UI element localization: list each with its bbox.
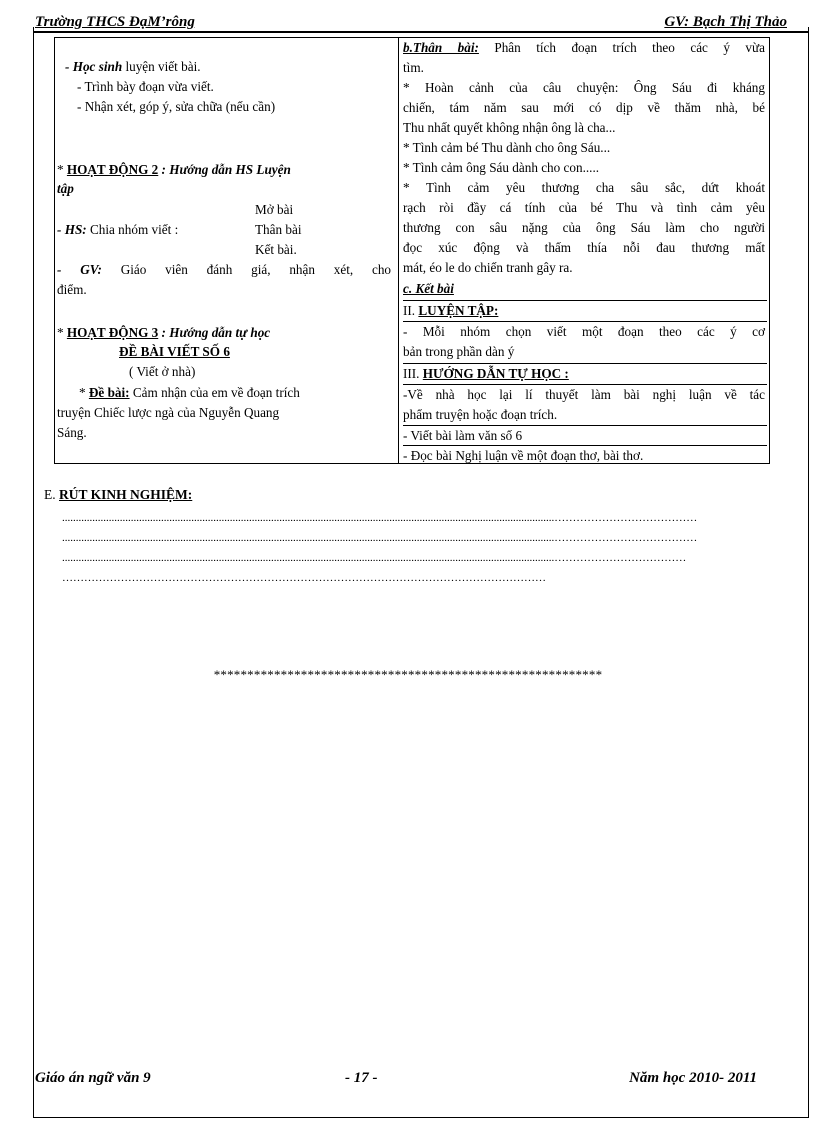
teacher-name: GV: Bạch Thị Thảo <box>664 14 787 30</box>
sau-feeling-line: * Tình cảm ông Sáu dành cho con..... <box>403 160 600 175</box>
self-study-line-2: phẩm truyện hoặc đoạn trích. <box>403 407 558 422</box>
ket-bai-heading: c. Kết bài <box>403 281 454 296</box>
hs-group-line: - HS: Chia nhóm viết : <box>57 222 179 237</box>
star-separator: ********************************************************** <box>213 667 603 682</box>
homework-note: ( Viết ở nhà) <box>129 364 196 379</box>
practice-line-2: bản trong phần dàn ý <box>403 344 515 359</box>
lesson-table <box>54 37 770 464</box>
dotted-line-3: ...................................................................................................................................................................................……………………………… <box>62 552 687 564</box>
love-line-4: đọc xúc động và thấm thía nỗi đau thương mất <box>403 240 765 255</box>
context-line-3: Thu nhất quyết không nhận ông là cha... <box>403 120 616 135</box>
gv-line: - GV: Giáo viên đánh giá, nhận xét, cho <box>57 262 392 277</box>
present-line: - Trình bày đoạn vừa viết. <box>77 79 214 94</box>
essay-prompt-label: Đề bài: <box>88 385 130 400</box>
dotted-line-4: …………………………………………………………………………………………………………………… <box>62 572 546 584</box>
essay-6-title: ĐỀ BÀI VIẾT SỐ 6 <box>119 344 230 359</box>
love-line-2: rạch ròi đầy cá tính của bé Thu và tình cảm yêu <box>403 200 765 215</box>
lessons-learned-heading: E. RÚT KINH NGHIỆM: <box>44 487 193 502</box>
ket-bai: Kết bài. <box>255 242 297 257</box>
page-footer <box>33 1070 809 1090</box>
activity-3-title: HOẠT ĐỘNG 3 <box>66 325 159 340</box>
review-line: - Nhận xét, góp ý, sửa chữa (nếu cần) <box>77 99 276 114</box>
than-bai-cont: tìm. <box>403 60 424 75</box>
school-year: Năm học 2010- 2011 <box>629 1070 757 1086</box>
than-bai-heading: b.Thân bài: Phân tích đoạn trích theo các ý vừa <box>403 40 766 55</box>
love-line-3: thương con sâu nặng của ông Sáu làm cho người <box>403 220 765 235</box>
student-line <box>65 57 201 77</box>
mo-bai: Mở bài <box>255 202 294 217</box>
than-bai: Thân bài <box>255 222 302 237</box>
activity-2-heading: * HOẠT ĐỘNG 2 : Hướng dẫn HS Luyện <box>57 162 291 177</box>
dotted-line-1: ...................................................................................................................................................................................………………………………… <box>62 512 698 524</box>
self-study-line-3: - Viết bài làm văn số 6 <box>403 428 523 443</box>
dotted-line-2: ...................................................................................................................................................................................………………………………… <box>62 532 698 544</box>
practice-line-1: - Mỗi nhóm chọn viết một đoạn theo các ý cơ <box>403 324 765 339</box>
page-number: - 17 - <box>345 1070 378 1086</box>
gv-line-cont: điểm. <box>57 282 87 297</box>
self-study-title: HƯỚNG DẪN TỰ HỌC : <box>422 366 569 381</box>
context-line-2: chiến, tám năm sau mới có dịp về thăm nhà, bé <box>403 100 765 115</box>
header-rule <box>33 31 809 33</box>
essay-prompt-line: * Đề bài: Cảm nhận của em về đoạn trích <box>79 385 300 400</box>
thu-feeling-line: * Tình cảm bé Thu dành cho ông Sáu... <box>403 140 611 155</box>
student-label: - Học sinh <box>65 59 123 74</box>
student-text: luyện viết bài. <box>122 59 201 74</box>
love-line-1: * Tình cảm yêu thương cha sâu sắc, dứt khoát <box>403 180 765 195</box>
activity-3-heading: * HOẠT ĐỘNG 3 : Hướng dẫn tự học <box>57 325 271 340</box>
activity-2-heading-cont: tập <box>57 181 74 196</box>
self-study-heading: III. HƯỚNG DẪN TỰ HỌC : <box>403 366 569 381</box>
love-line-5: mát, éo le do chiến tranh gây ra. <box>403 260 573 275</box>
school-name: Trường THCS ĐạM’rông <box>35 14 195 30</box>
practice-heading: II. LUYỆN TẬP: <box>403 303 499 318</box>
self-study-line-4: - Đọc bài Nghị luận về một đoạn thơ, bài thơ. <box>403 448 644 463</box>
self-study-line-1: -Về nhà học lại lí thuyết làm bài nghị luận về tác <box>403 387 765 402</box>
essay-prompt-line-2: truyện Chiếc lược ngà của Nguyễn Quang <box>57 405 280 420</box>
activity-2-title: HOẠT ĐỘNG 2 <box>66 162 159 177</box>
essay-prompt-line-3: Sáng. <box>57 425 87 440</box>
column-divider <box>398 38 399 463</box>
context-line-1: * Hoàn cảnh của câu chuyện: Ông Sáu đi kháng <box>403 80 765 95</box>
than-bai-label: b.Thân bài: <box>403 40 479 55</box>
practice-title: LUYỆN TẬP: <box>418 303 499 318</box>
lessons-learned-title: RÚT KINH NGHIỆM: <box>59 487 193 502</box>
footer-subject: Giáo án ngữ văn 9 <box>35 1070 151 1086</box>
